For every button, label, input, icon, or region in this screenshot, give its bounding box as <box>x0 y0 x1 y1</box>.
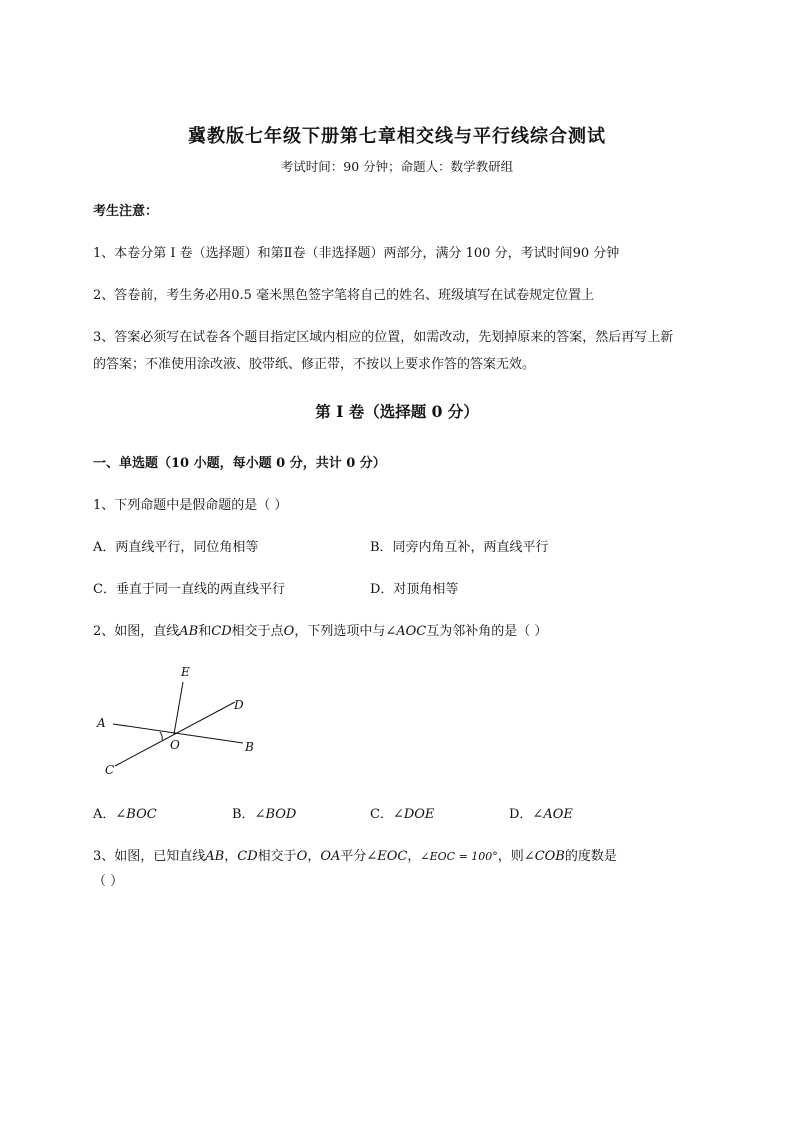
notice-heading: 考生注意： <box>93 204 159 219</box>
q3-angle-cob: ∠COB <box>523 849 565 864</box>
q3-var-cd: CD <box>237 849 258 864</box>
part-heading: 一、单选题（10 小题，每小题 0 分，共计 0 分） <box>93 456 386 471</box>
q3-var-ab: AB <box>205 849 225 864</box>
q1-option-b: B．同旁内角互补，两直线平行 <box>370 540 549 555</box>
q2-figure <box>90 660 290 782</box>
q2-option-a-letter: A． <box>93 807 116 822</box>
q2-option-c-value: ∠DOE <box>392 807 435 822</box>
q3-stem-h: 的度数是 <box>564 849 617 864</box>
q3-stem-e: 平分 <box>340 849 367 864</box>
q2-angle-aoc: ∠AOC <box>385 624 427 639</box>
q1-option-d: D．对顶角相等 <box>370 582 459 597</box>
ray-oe <box>174 682 183 734</box>
label-c: C <box>105 763 115 777</box>
q2-stem-b: 和 <box>198 624 212 639</box>
notice-item-3-continued: 的答案；不准使用涂改液、胶带纸、修正带，不按以上要求作答的答案无效。 <box>93 357 536 372</box>
q3-var-oa: OA <box>320 849 341 864</box>
q2-var-ab: AB <box>179 624 199 639</box>
q2-stem-c: 相交于点 <box>231 624 284 639</box>
q2-option-c-letter: C． <box>370 807 393 822</box>
q1-option-a: A．两直线平行，同位角相等 <box>93 540 259 555</box>
q1-option-c: C．垂直于同一直线的两直线平行 <box>93 582 285 597</box>
q2-var-o: O <box>283 624 295 639</box>
label-a: A <box>97 716 106 730</box>
q3-stem-g: ，则 <box>497 849 524 864</box>
notice-item-2: 2、答卷前，考生务必用0.5 毫米黑色签字笔将自己的姓名、班级填写在试卷规定位置上 <box>93 288 595 303</box>
q2-option-c <box>370 803 434 822</box>
q2-option-d-letter: D． <box>509 807 533 822</box>
angle-arc <box>160 732 162 740</box>
q1-stem: 1、下列命题中是假命题的是（ ） <box>93 498 288 513</box>
q3-angle-eoc: ∠EOC <box>366 849 408 864</box>
q3-stem <box>93 845 617 864</box>
label-b: B <box>245 740 254 754</box>
q3-answer-blank: （ ） <box>93 874 124 889</box>
q2-option-b <box>232 803 296 822</box>
line-cd <box>115 702 235 766</box>
notice-item-1: 1、本卷分第 I 卷（选择题）和第Ⅱ卷（非选择题）两部分，满分 100 分，考试时间90 分钟 <box>93 246 620 261</box>
q3-var-o: O <box>296 849 308 864</box>
q3-stem-a: 3、如图，已知直线 <box>93 849 206 864</box>
notice-item-3: 3、答案必须写在试卷各个题目指定区域内相应的位置，如需改动，先划掉原来的答案，然后再写上新 <box>93 330 674 345</box>
q2-stem-e: 互为邻补角的是（ ） <box>426 624 548 639</box>
label-e: E <box>181 665 190 679</box>
q2-option-d-value: ∠AOE <box>532 807 573 822</box>
q3-stem-b: ， <box>224 849 238 864</box>
label-o: O <box>170 738 180 752</box>
exam-title: 冀教版七年级下册第七章相交线与平行线综合测试 <box>188 126 606 147</box>
q2-stem-a: 2、如图，直线 <box>93 624 180 639</box>
q3-stem-f: ， <box>407 849 421 864</box>
q2-option-a <box>93 803 157 822</box>
q2-stem-d: ，下列选项中与 <box>294 624 386 639</box>
q2-stem <box>93 620 547 639</box>
q2-option-d <box>509 803 573 822</box>
exam-subtitle: 考试时间：90 分钟；命题人：数学教研组 <box>280 159 514 174</box>
q2-option-b-value: ∠BOD <box>254 807 297 822</box>
q3-angle-eq: ∠EOC = 100° <box>420 850 498 863</box>
q2-option-a-value: ∠BOC <box>115 807 157 822</box>
q3-stem-c: 相交于 <box>257 849 297 864</box>
q2-option-b-letter: B． <box>232 807 255 822</box>
label-d: D <box>234 698 244 712</box>
q3-stem-d: ， <box>307 849 321 864</box>
q2-var-cd: CD <box>211 624 232 639</box>
section-title: 第 I 卷（选择题 0 分） <box>315 402 479 421</box>
